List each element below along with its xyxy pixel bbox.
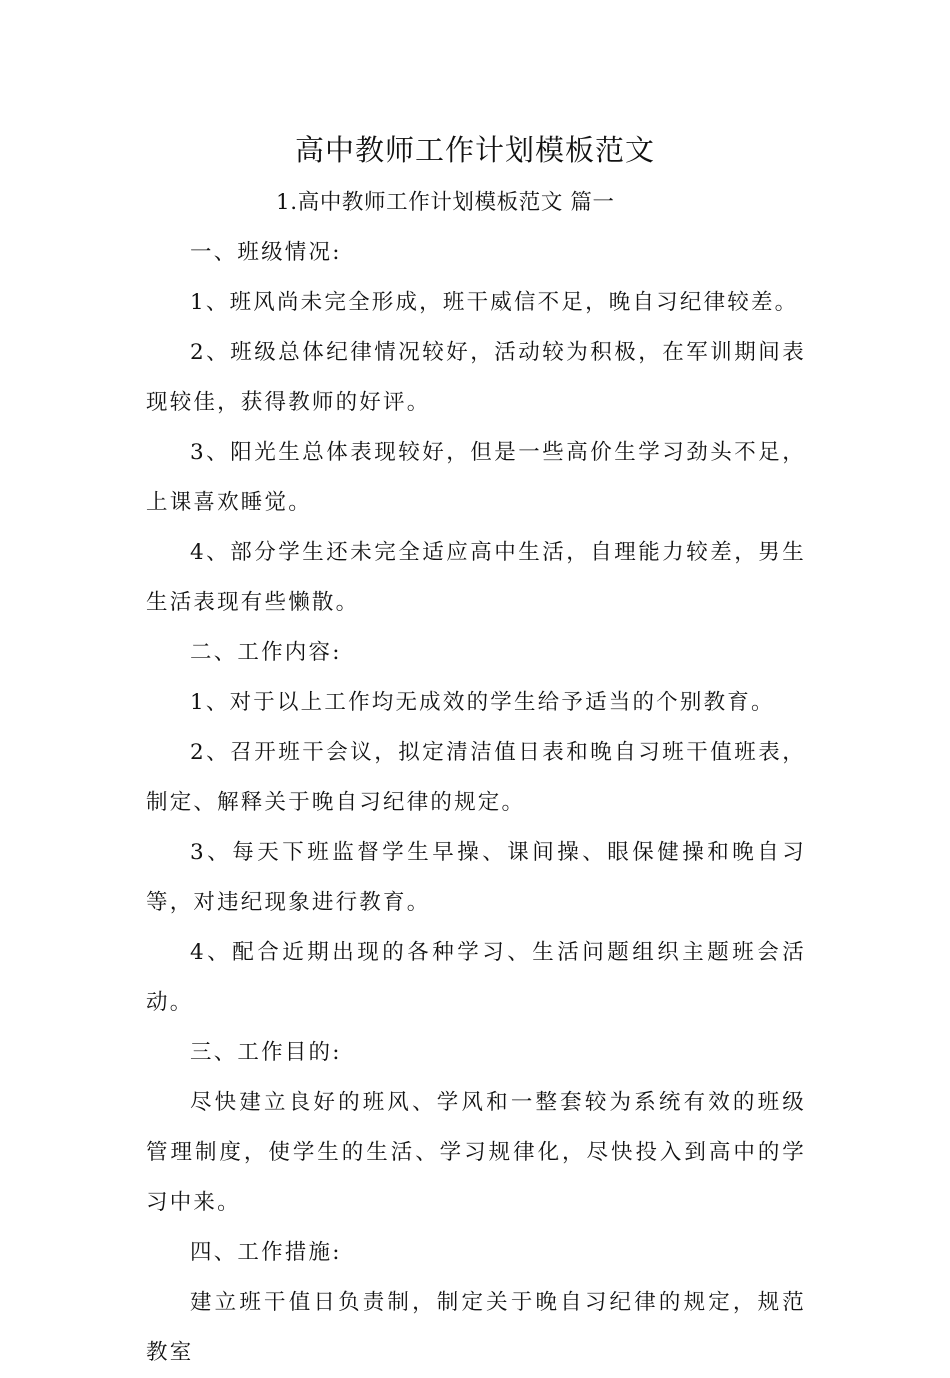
paragraph: 1、班风尚未完全形成，班干威信不足，晚自习纪律较差。 xyxy=(190,290,799,315)
paragraph: 4、部分学生还未完全适应高中生活，自理能力较差，男生生活表现有些懒散。 xyxy=(146,540,806,615)
paragraph: 2、召开班干会议，拟定清洁值日表和晚自习班干值班表，制定、解释关于晚自习纪律的规定。 xyxy=(146,740,806,815)
paragraph: 4、配合近期出现的各种学习、生活问题组织主题班会活动。 xyxy=(146,940,806,1015)
paragraph: 3、每天下班监督学生早操、课间操、眼保健操和晚自习等，对违纪现象进行教育。 xyxy=(146,840,806,915)
section-heading-work-measures: 四、工作措施: xyxy=(190,1240,342,1265)
document-body xyxy=(146,178,806,1378)
paragraph: 尽快建立良好的班风、学风和一整套较为系统有效的班级管理制度，使学生的生活、学习规律化，尽快投入到高中的学习中来。 xyxy=(146,1090,806,1215)
paragraph: 建立班干值日负责制，制定关于晚自习纪律的规定，规范教室 xyxy=(146,1290,806,1365)
paragraph: 3、阳光生总体表现较好，但是一些高价生学习劲头不足，上课喜欢睡觉。 xyxy=(146,440,806,515)
section-heading-class-situation: 一、班级情况: xyxy=(190,240,342,265)
section-heading-work-purpose: 三、工作目的: xyxy=(190,1040,342,1065)
paragraph: 1、对于以上工作均无成效的学生给予适当的个别教育。 xyxy=(190,690,775,715)
paragraph: 2、班级总体纪律情况较好，活动较为积极，在军训期间表现较佳，获得教师的好评。 xyxy=(146,340,806,415)
section-subtitle: 1.高中教师工作计划模板范文 篇一 xyxy=(276,190,615,215)
document-title: 高中教师工作计划模板范文 xyxy=(294,133,655,167)
section-heading-work-content: 二、工作内容: xyxy=(190,640,342,665)
